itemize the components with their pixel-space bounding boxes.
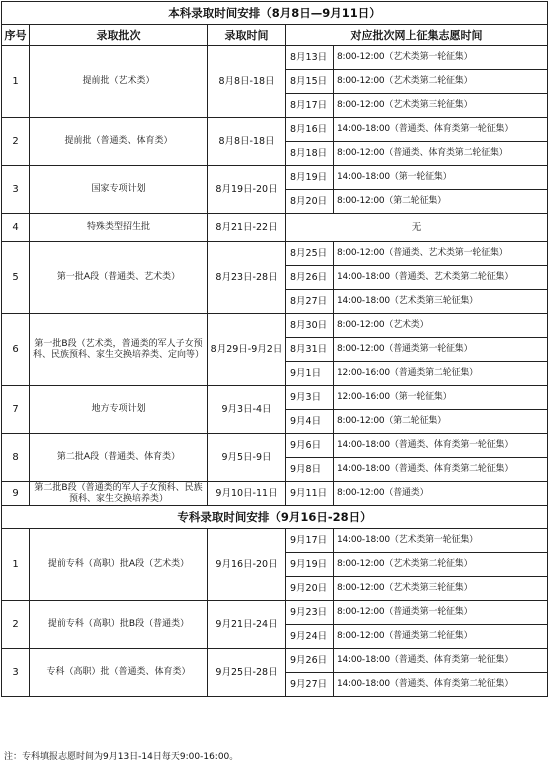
slot-time-cell: 14:00-18:00（艺术类第一轮征集） bbox=[334, 529, 548, 553]
slot-time-cell: 8:00-12:00（普通类） bbox=[334, 482, 548, 506]
schedule-document bbox=[1, 1, 547, 762]
slot-date-cell: 8月19日 bbox=[286, 166, 334, 190]
batch-cell: 第二批B段（普通类的军人子女预科、民族预科、家生交换培养类） bbox=[30, 482, 208, 506]
slot-time-cell: 14:00-18:00（第一轮征集） bbox=[334, 166, 548, 190]
slot-time-cell: 14:00-18:00（普通类、体育类第一轮征集） bbox=[334, 118, 548, 142]
header-row bbox=[2, 25, 548, 46]
slot-date-cell: 8月25日 bbox=[286, 242, 334, 266]
slot-date-cell: 8月18日 bbox=[286, 142, 334, 166]
slot-time-cell: 12:00-16:00（第一轮征集） bbox=[334, 386, 548, 410]
slot-time-cell: 8:00-12:00（艺术类第三轮征集） bbox=[334, 577, 548, 601]
table-row bbox=[2, 46, 548, 70]
batch-cell: 特殊类型招生批 bbox=[30, 214, 208, 242]
seq-cell: 6 bbox=[2, 314, 30, 386]
seq-cell: 1 bbox=[2, 529, 30, 601]
admission-time-cell: 9月3日-4日 bbox=[208, 386, 286, 434]
slot-time-cell: 8:00-12:00（第二轮征集） bbox=[334, 190, 548, 214]
table-row bbox=[2, 314, 548, 338]
slot-time-cell: 8:00-12:00（艺术类） bbox=[334, 314, 548, 338]
table-row bbox=[2, 166, 548, 190]
batch-cell: 第一批B段（艺术类，普通类的军人子女预科、民族预科、家生交换培养类、定向等） bbox=[30, 314, 208, 386]
slot-date-cell: 9月11日 bbox=[286, 482, 334, 506]
admission-time-cell: 9月21日-24日 bbox=[208, 601, 286, 649]
seq-cell: 2 bbox=[2, 118, 30, 166]
slot-date-cell: 9月4日 bbox=[286, 410, 334, 434]
admission-time-cell: 8月8日-18日 bbox=[208, 46, 286, 118]
benke-title: 本科录取时间安排（8月8日—9月11日） bbox=[2, 2, 548, 25]
table-row bbox=[2, 601, 548, 625]
slot-time-cell: 14:00-18:00（普通类、艺术类第二轮征集） bbox=[334, 266, 548, 290]
admission-time-cell: 9月10日-11日 bbox=[208, 482, 286, 506]
seq-cell: 2 bbox=[2, 601, 30, 649]
table-row bbox=[2, 529, 548, 553]
slot-time-cell: 8:00-12:00（普通类、体育类第二轮征集） bbox=[334, 142, 548, 166]
slot-time-cell: 14:00-18:00（普通类、体育类第二轮征集） bbox=[334, 458, 548, 482]
slot-time-cell: 14:00-18:00（艺术类第三轮征集） bbox=[334, 290, 548, 314]
slot-time-cell: 8:00-12:00（艺术类第一轮征集） bbox=[334, 46, 548, 70]
seq-cell: 8 bbox=[2, 434, 30, 482]
slot-date-cell: 9月3日 bbox=[286, 386, 334, 410]
zhuanke-title: 专科录取时间安排（9月16日-28日） bbox=[2, 506, 548, 529]
slot-date-cell: 9月6日 bbox=[286, 434, 334, 458]
admission-time-cell: 8月23日-28日 bbox=[208, 242, 286, 314]
none-cell: 无 bbox=[286, 214, 548, 242]
slot-date-cell: 9月23日 bbox=[286, 601, 334, 625]
batch-cell: 专科（高职）批（普通类、体育类） bbox=[30, 649, 208, 697]
slot-date-cell: 8月31日 bbox=[286, 338, 334, 362]
slot-date-cell: 8月27日 bbox=[286, 290, 334, 314]
slot-date-cell: 8月15日 bbox=[286, 70, 334, 94]
slot-date-cell: 9月19日 bbox=[286, 553, 334, 577]
seq-cell: 3 bbox=[2, 649, 30, 697]
slot-time-cell: 8:00-12:00（普通类、艺术类第一轮征集） bbox=[334, 242, 548, 266]
slot-time-cell: 12:00-16:00（普通类第二轮征集） bbox=[334, 362, 548, 386]
slot-time-cell: 14:00-18:00（普通类、体育类第一轮征集） bbox=[334, 434, 548, 458]
slot-date-cell: 9月27日 bbox=[286, 673, 334, 697]
slot-time-cell: 14:00-18:00（普通类、体育类第一轮征集） bbox=[334, 649, 548, 673]
slot-date-cell: 8月20日 bbox=[286, 190, 334, 214]
seq-cell: 9 bbox=[2, 482, 30, 506]
seq-cell: 3 bbox=[2, 166, 30, 214]
batch-cell: 第二批A段（普通类、体育类） bbox=[30, 434, 208, 482]
batch-cell: 提前专科（高职）批A段（艺术类） bbox=[30, 529, 208, 601]
slot-time-cell: 8:00-12:00（普通类第一轮征集） bbox=[334, 338, 548, 362]
table-row bbox=[2, 386, 548, 410]
zhuanke-title-row bbox=[2, 506, 548, 529]
schedule-table bbox=[1, 1, 548, 697]
batch-cell: 提前专科（高职）批B段（普通类） bbox=[30, 601, 208, 649]
slot-time-cell: 8:00-12:00（艺术类第三轮征集） bbox=[334, 94, 548, 118]
admission-time-cell: 8月21日-22日 bbox=[208, 214, 286, 242]
batch-cell: 提前批（普通类、体育类） bbox=[30, 118, 208, 166]
admission-time-cell: 9月5日-9日 bbox=[208, 434, 286, 482]
slot-date-cell: 8月26日 bbox=[286, 266, 334, 290]
slot-date-cell: 8月30日 bbox=[286, 314, 334, 338]
admission-time-cell: 8月19日-20日 bbox=[208, 166, 286, 214]
table-row bbox=[2, 649, 548, 673]
footnote: 注：专科填报志愿时间为9月13日-14日每天9:00-16:00。 bbox=[4, 752, 239, 762]
admission-time-cell: 8月8日-18日 bbox=[208, 118, 286, 166]
header-cell-0: 序号 bbox=[2, 25, 30, 46]
slot-time-cell: 8:00-12:00（艺术类第二轮征集） bbox=[334, 553, 548, 577]
batch-cell: 提前批（艺术类） bbox=[30, 46, 208, 118]
table-row bbox=[2, 242, 548, 266]
batch-cell: 第一批A段（普通类、艺术类） bbox=[30, 242, 208, 314]
table-row bbox=[2, 434, 548, 458]
batch-cell: 地方专项计划 bbox=[30, 386, 208, 434]
slot-time-cell: 8:00-12:00（艺术类第二轮征集） bbox=[334, 70, 548, 94]
header-cell-2: 录取时间 bbox=[208, 25, 286, 46]
admission-time-cell: 9月25日-28日 bbox=[208, 649, 286, 697]
seq-cell: 4 bbox=[2, 214, 30, 242]
batch-cell: 国家专项计划 bbox=[30, 166, 208, 214]
table-row bbox=[2, 214, 548, 242]
slot-date-cell: 8月17日 bbox=[286, 94, 334, 118]
slot-date-cell: 9月24日 bbox=[286, 625, 334, 649]
slot-date-cell: 9月20日 bbox=[286, 577, 334, 601]
table-row bbox=[2, 482, 548, 506]
table-row bbox=[2, 118, 548, 142]
seq-cell: 5 bbox=[2, 242, 30, 314]
admission-time-cell: 9月16日-20日 bbox=[208, 529, 286, 601]
slot-date-cell: 8月13日 bbox=[286, 46, 334, 70]
slot-time-cell: 8:00-12:00（普通类第一轮征集） bbox=[334, 601, 548, 625]
slot-time-cell: 14:00-18:00（普通类、体育类第二轮征集） bbox=[334, 673, 548, 697]
slot-date-cell: 9月8日 bbox=[286, 458, 334, 482]
slot-time-cell: 8:00-12:00（第二轮征集） bbox=[334, 410, 548, 434]
slot-date-cell: 8月16日 bbox=[286, 118, 334, 142]
seq-cell: 7 bbox=[2, 386, 30, 434]
slot-date-cell: 9月26日 bbox=[286, 649, 334, 673]
header-cell-3: 对应批次网上征集志愿时间 bbox=[286, 25, 548, 46]
slot-date-cell: 9月17日 bbox=[286, 529, 334, 553]
slot-time-cell: 8:00-12:00（普通类第二轮征集） bbox=[334, 625, 548, 649]
header-cell-1: 录取批次 bbox=[30, 25, 208, 46]
admission-time-cell: 8月29日-9月2日 bbox=[208, 314, 286, 386]
seq-cell: 1 bbox=[2, 46, 30, 118]
slot-date-cell: 9月1日 bbox=[286, 362, 334, 386]
benke-title-row bbox=[2, 2, 548, 25]
